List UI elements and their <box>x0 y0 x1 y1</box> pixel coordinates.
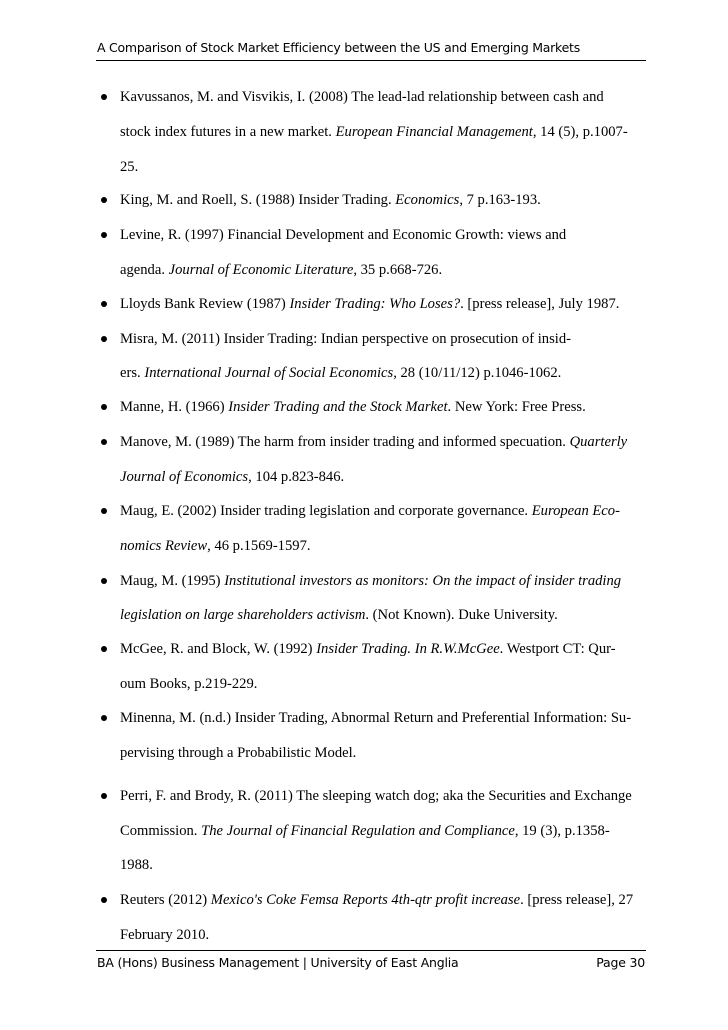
reference-text: . New York: Free Press. <box>447 399 586 415</box>
bullet-icon <box>101 508 107 514</box>
reference-title: International Journal of Social Economics <box>144 365 394 381</box>
reference-text: pervising through a Probabilistic Model. <box>120 745 357 761</box>
reference-text: 1988. <box>120 857 153 873</box>
reference-title: The Journal of Financial Regulation and Compliance <box>201 823 515 839</box>
reference-text: McGee, R. and Block, W. (1992) <box>120 641 317 657</box>
reference-text: . [press release], 27 <box>520 892 634 908</box>
reference-text: oum Books, p.219-229. <box>120 676 258 692</box>
reference-text: Levine, R. (1997) Financial Development and Economic Growth: views and <box>120 227 567 243</box>
reference-text: , 46 p.1569-1597. <box>207 538 311 554</box>
reference-line <box>120 856 153 874</box>
reference-line <box>120 468 344 486</box>
reference-text: Misra, M. (2011) Insider Trading: Indian perspective on prosecution of insid- <box>120 331 571 347</box>
reference-line <box>120 675 257 693</box>
reference-title: Journal of Economics <box>120 469 249 485</box>
reference-line <box>120 926 209 944</box>
bullet-icon <box>101 301 107 307</box>
reference-title: Insider Trading. In R.W.McGee <box>316 641 500 657</box>
reference-text: stock index futures in a new market. <box>120 124 336 140</box>
reference-text: Perri, F. and Brody, R. (2011) The sleeping watch dog; aka the Securities and Exchange <box>120 788 632 804</box>
reference-line <box>120 191 541 209</box>
reference-text: . (Not Known). Duke University. <box>365 607 558 623</box>
reference-text: , 35 p.668-726. <box>353 262 443 278</box>
reference-line <box>120 433 627 451</box>
reference-text: Commission. <box>120 823 202 839</box>
reference-line <box>120 261 442 279</box>
reference-text: 25. <box>120 159 139 175</box>
reference-line <box>120 709 631 727</box>
reference-line <box>120 158 138 176</box>
reference-text: , 19 (3), p.1358- <box>514 823 610 839</box>
reference-text: agenda. <box>120 262 169 278</box>
reference-text: February 2010. <box>120 927 210 943</box>
reference-title: Institutional investors as monitors: On the impact of insider trading <box>224 573 622 589</box>
running-footer <box>97 955 645 975</box>
reference-text: Lloyds Bank Review (1987) <box>120 296 290 312</box>
reference-text: , 28 (10/11/12) p.1046-1062. <box>393 365 562 381</box>
bullet-icon <box>101 336 107 342</box>
reference-line <box>120 398 586 416</box>
reference-text: , 14 (5), p.1007- <box>532 124 628 140</box>
bullet-icon <box>101 232 107 238</box>
reference-line <box>120 822 610 840</box>
bullet-icon <box>101 404 107 410</box>
reference-text: . Westport CT: Qur- <box>499 641 616 657</box>
reference-title: European Financial Management <box>335 124 533 140</box>
bullet-icon <box>101 715 107 721</box>
bullet-icon <box>101 197 107 203</box>
bullet-icon <box>101 646 107 652</box>
reference-line <box>120 787 632 805</box>
reference-title: Insider Trading: Who Loses? <box>289 296 461 312</box>
reference-title: legislation on large shareholders activism <box>120 607 366 623</box>
reference-line <box>120 330 571 348</box>
reference-title: Economics <box>395 192 460 208</box>
reference-line <box>120 123 628 141</box>
reference-line <box>120 744 356 762</box>
reference-title: European Eco- <box>531 503 620 519</box>
reference-text: Maug, E. (2002) Insider trading legislation and corporate governance. <box>120 503 532 519</box>
reference-title: nomics Review <box>120 538 208 554</box>
reference-text: , 104 p.823-846. <box>248 469 345 485</box>
reference-line <box>120 295 619 313</box>
reference-text: Maug, M. (1995) <box>120 573 225 589</box>
footer-rule <box>96 950 646 951</box>
reference-line <box>120 364 561 382</box>
reference-line <box>120 606 558 624</box>
reference-title: Insider Trading and the Stock Market <box>228 399 448 415</box>
reference-text: . [press release], July 1987. <box>460 296 620 312</box>
reference-line <box>120 226 566 244</box>
reference-text: King, M. and Roell, S. (1988) Insider Trading. <box>120 192 396 208</box>
reference-text: Manne, H. (1966) <box>120 399 229 415</box>
reference-title: Journal of Economic Literature <box>168 262 354 278</box>
reference-text: Kavussanos, M. and Visvikis, I. (2008) The lead-lad relationship between cash and <box>120 89 604 105</box>
reference-text: Manove, M. (1989) The harm from insider trading and informed specuation. <box>120 434 570 450</box>
reference-text: Reuters (2012) <box>120 892 211 908</box>
reference-title: Mexico's Coke Femsa Reports 4th-qtr profit increase <box>210 892 521 908</box>
footer-institution: BA (Hons) Business Management | University of East Anglia <box>97 955 459 970</box>
bullet-icon <box>101 439 107 445</box>
bullet-icon <box>101 94 107 100</box>
reference-line <box>120 88 604 106</box>
reference-text: , 7 p.163-193. <box>459 192 541 208</box>
bullet-icon <box>101 578 107 584</box>
reference-line <box>120 572 621 590</box>
reference-line <box>120 640 616 658</box>
page-number: Page 30 <box>596 955 645 970</box>
reference-line <box>120 891 633 909</box>
running-header: A Comparison of Stock Market Efficiency between the US and Emerging Markets <box>97 40 580 55</box>
bullet-icon <box>101 793 107 799</box>
bullet-icon <box>101 897 107 903</box>
reference-title: Quarterly <box>569 434 628 450</box>
reference-text: Minenna, M. (n.d.) Insider Trading, Abnormal Return and Preferential Information: Su- <box>120 710 632 726</box>
reference-text: ers. <box>120 365 145 381</box>
reference-line <box>120 537 311 555</box>
reference-line <box>120 502 620 520</box>
